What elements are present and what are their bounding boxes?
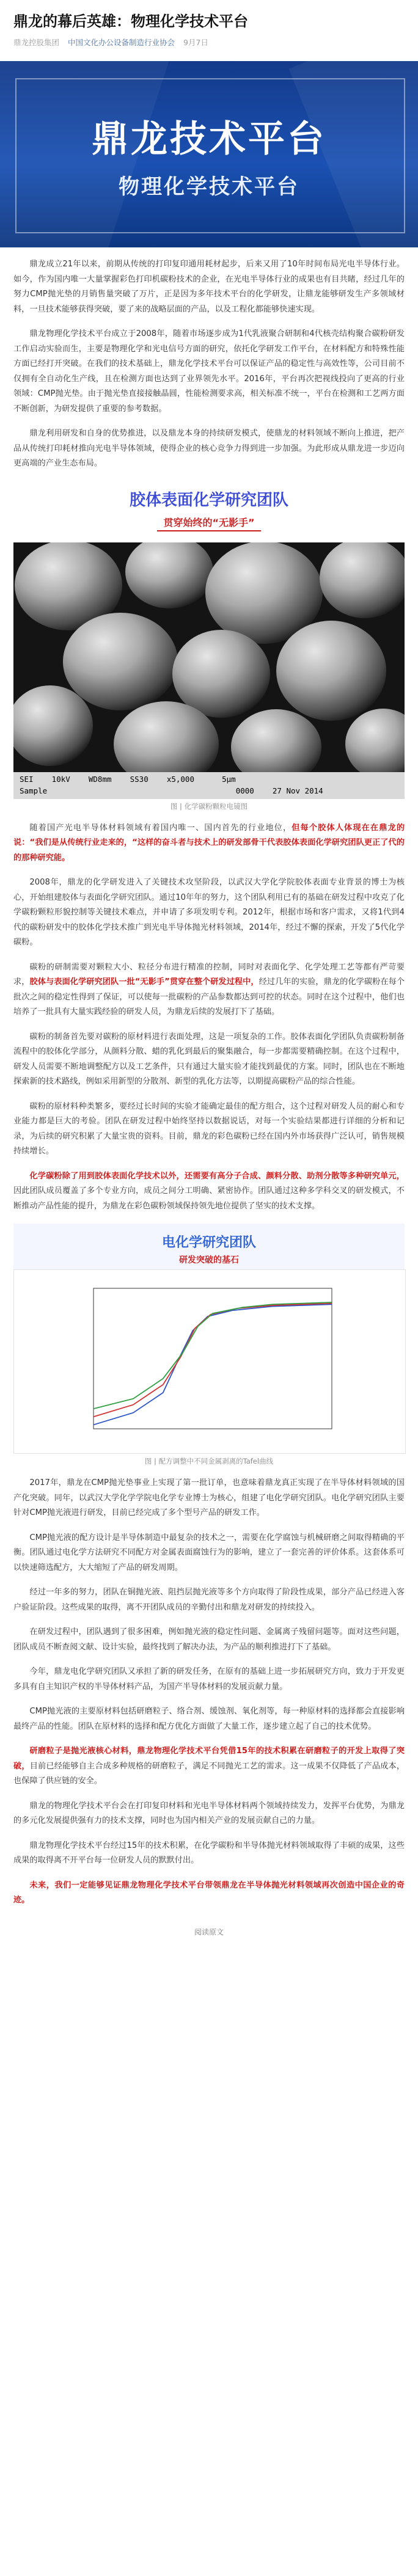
series-line xyxy=(94,1302,332,1409)
series-line xyxy=(94,1304,332,1425)
paragraph: 2017年，鼎龙在CMP抛光垫事业上实现了第一批订单，也意味着鼎龙真正实现了在半导体材料领域的国产化突破。同年，以武汉大学化学学院电化学专业博士为核心，组建了电化学研究团队。电化学研究团队主要针对CMP抛光液进行研发，目前已经完成了多个型号产品的研发工作。 xyxy=(13,1478,405,1517)
paragraph: 碳粉的原材料种类繁多，要经过长时间的实验才能确定最佳的配方组合，这个过程对研发人员的耐心和专业能力都是巨大的考验。团队在研发过程中始终坚持以数据说话，对每一个实验结果都进行详细的分析和记录，为后续的研究积累了大量宝贵的资料。目前，鼎龙的彩色碳粉已经在国内外市场获得广泛认可，销售规模持续增长。 xyxy=(13,1101,405,1156)
read-original-link[interactable]: 阅读原文 xyxy=(194,1927,224,1936)
text-run: 随着国产光电半导体材料领域有着国内唯一、国内首先的行业地位， xyxy=(29,823,292,833)
banner-title: 鼎龙技术平台 xyxy=(92,118,326,161)
highlight-text: 化学碳粉除了用到胶体表面化学技术以外，还需要有高分子合成、颜料分散、助剂分散等多种研究单元， xyxy=(29,1171,405,1181)
paragraph: 碳粉的制备首先要对碳粉的原材料进行表面处理，这是一项复杂的工作。胶体表面化学团队负责碳粉制备流程中的胶体化学部分，从颜料分散、蜡的乳化到最后的聚集融合，每一步都需要精确控制。在这个过程中，研发人员需要不断地调整配方以及工艺条件，只有通过大量实验才能找到最优的方案。同时，团队也在不断地探索新的技术路线，例如采用新型的分散剂、新型的乳化方法等，以期提高碳粉产品的综合性能。 xyxy=(13,1032,405,1086)
highlight-text: 未来， xyxy=(29,1880,55,1890)
paragraph: 鼎龙物理化学技术平台经过15年的技术积累，在化学碳粉和半导体抛光材料领域取得了丰硕的成果，这些成果的取得离不开平台每一位研发人员的默默付出。 xyxy=(13,1841,405,1865)
paragraph: 鼎龙利用研发和自身的优势推进，以及鼎龙本身的持续研发模式，使鼎龙的材料领域不断向上推进，把产品从传统打印耗材推向光电半导体领域，使得企业的核心竞争力得到进一步加强。为此形成从鼎龙进一步迈向更高端的产业生态布局。 xyxy=(13,429,405,468)
text-run: 经过几年的实验，鼎龙的化学碳粉在每个批次之间的稳定性得到了保证，可以使每一批碳粉的产品参数都达到可控的状态。同时在这个过程中，他们也培养了一批具有大量实践经验的研发人员，为鼎龙后续的发展打下了基础。 xyxy=(13,977,405,1016)
sem-info-bar xyxy=(13,772,405,799)
tafel-figure xyxy=(13,1224,405,1454)
paragraph xyxy=(13,1878,405,1908)
banner-image xyxy=(0,61,418,247)
paragraph: CMP抛光液的主要原材料包括研磨粒子、络合剂、缓蚀剂、氧化剂等，每一种原材料的选择都会直接影响最终产品的性能。团队在原材料的选择和配方优化方面做了大量工作，逐步建立起了自己的技术优势。 xyxy=(13,1707,405,1731)
section-heading-electrochem xyxy=(13,1224,405,1269)
paragraph xyxy=(13,1744,405,1789)
paragraph: 经过一年多的努力，团队在铜抛光液、阻挡层抛光液等多个方向取得了阶段性成果，部分产品已经进入客户验证阶段。这些成果的取得，离不开团队成员的辛勤付出和鼎龙对研发的持续投入。 xyxy=(13,1588,405,1612)
paragraph: CMP抛光液的配方设计是半导体制造中最复杂的技术之一，需要在化学腐蚀与机械研磨之间取得精确的平衡。团队通过电化学方法研究不同配方对金属表面腐蚀行为的影响，建立了一套完善的评价体系。这套体系可以快速筛选配方，大大缩短了产品的研发周期。 xyxy=(13,1533,405,1572)
banner-subtitle: 物理化学技术平台 xyxy=(119,175,299,199)
paragraph: 鼎龙成立21年以来，前期从传统的打印复印通用耗材起步，后来又用了10年时间布局光电半导体行业。如今，作为国内唯一大量掌握彩色打印机碳粉技术的企业，在光电半导体行业的成果也有目共睹，经过几年的努力CMP抛光垫的月销售量突破了万片，正是因为多年技术平台的化学研发，让鼎龙能够研发生产多领域材料，一旦技术能够获得突破，要了来的战略层面的产品，以及工程化都能够快速实现。 xyxy=(13,260,405,314)
meta-date: 9月7日 xyxy=(183,38,208,47)
paragraph: 在研发过程中，团队遇到了很多困难，例如抛光液的稳定性问题、金属离子残留问题等。面对这些问题，团队成员不断查阅文献、设计实验，最终找到了解决办法，为产品的顺利推进打下了基础。 xyxy=(13,1627,405,1652)
section-heading-colloid xyxy=(13,487,405,531)
tafel-chart-svg xyxy=(14,1270,405,1453)
section-title: 胶体表面化学研究团队 xyxy=(129,491,288,509)
paragraph xyxy=(13,821,405,866)
paragraph: 鼎龙的物理化学技术平台会在打印复印材料和光电半导体材料两个领域持续发力，发挥平台优势，为鼎龙的多元化发展提供强有力的技术支撑，同时也为国内相关产业的发展贡献自己的力量。 xyxy=(13,1801,405,1825)
sem-info-row: SEI 10kV WD8mm SS30 x5,000 5µm xyxy=(20,774,236,784)
article-meta xyxy=(13,37,405,48)
article-body xyxy=(0,257,418,1937)
chart-caption: 图 | 配方调整中不同金属剥离的Tafel曲线 xyxy=(144,1457,274,1465)
highlight-text: 研磨粒子是抛光液核心材料，鼎龙物理化学技术平台凭借15年的技术积累在研磨粒子的开发上取得了突破， xyxy=(13,1746,405,1771)
paragraph xyxy=(13,1169,405,1214)
highlight-text: 胶体与表面化学研究团队一批“无影手”贯穿在整个研发过程中， xyxy=(29,977,259,987)
text-run: 目前已经能够自主合成多种规格的研磨粒子，满足不同抛光工艺的需求。这一成果不仅降低了产品成本，也保障了供应链的安全。 xyxy=(13,1761,405,1786)
article-header xyxy=(0,0,418,54)
meta-source: 鼎龙控股集团 xyxy=(13,38,60,47)
section-subtitle: 研发突破的基石 xyxy=(179,1255,239,1265)
paragraph: 2008年，鼎龙的化学研发进入了关键技术攻坚阶段，以武汉大学化学院胶体表面专业背景的博士为核心，开始组建胶体与表面化学研究团队。通过10年年的努力，这个团队利用已有的基础在研发过程中攻克了化学碳粉颗粒形貌控制等关键技术难点，并申请了多项发明专利。2012年，根据市场和客户需求，又将1代到4代的碳粉研发中的胶体化学技术推广到光电半导体抛光材料领域，2014年，经过不懈的探索，开发了5代化学碳粉。 xyxy=(13,878,405,947)
paragraph xyxy=(13,960,405,1020)
paragraph: 鼎龙物理化学技术平台成立于2008年，随着市场逐步成为1代乳液聚合研制和4代核壳结构聚合碳粉研发工作启动实验而生，主要是物理化学和光电信号方面的研究，依托化学研发工作平台，在材料配方和特殊性能方面已经打开突破。在我们的技术基础上，鼎龙化学技术平台可以保证产品的稳定性与高效性等，公司目前不仅拥有全自动化生产线，且在检测方面也达到了业界领先水平。2016年，平台再次把视线投向了更高的行业领域：CMP抛光垫。由于抛光垫直接接触晶圆，性能检测要求高，相关标准不统一，平台在检测和工艺两方面不断创新，为研发提供了重要的参考数据。 xyxy=(13,329,405,414)
plot-area xyxy=(94,1288,332,1429)
text-run: 因此团队成员覆盖了多个专业方向，成员之间分工明确、紧密协作。团队通过这种多学科交叉的研发模式，不断推动产品性能的提升，为鼎龙在彩色碳粉领域保持领先地位提供了坚实的技术支撑。 xyxy=(13,1186,405,1211)
section-subtitle: 贯穿始终的“无影手” xyxy=(157,514,260,531)
highlight-text: 但每个胶体人体现在在鼎龙的说：“我们是从传统行业走来的，“这样的奋斗者与技术上的研发部骨干代表胶体表面化学研究团队更正了代的的那种研究能。 xyxy=(13,823,405,863)
article-title: 鼎龙的幕后英雄：物理化学技术平台 xyxy=(13,13,248,30)
section-title: 电化学研究团队 xyxy=(161,1235,256,1250)
sem-micrograph xyxy=(13,542,405,799)
text-run: 碳粉的研制需要对颗粒大小、粒径分布进行精准的控制，同时对表面化学、化学处理工艺等都有严苛要求， xyxy=(13,962,405,987)
tafel-chart xyxy=(13,1269,406,1454)
sem-particles xyxy=(13,542,405,772)
image-caption: 图 | 化学碳粉颗粒电镜图 xyxy=(170,801,248,811)
highlight-text: 我们一定能够见证鼎龙物理化学技术平台带领鼎龙在半导体抛光材料领域再次创造中国企业的奇迹。 xyxy=(13,1880,405,1905)
paragraph: 今年，鼎龙电化学研究团队又承担了新的研发任务，在原有的基础上进一步拓展研究方向，致力于开发更多具有自主知识产权的半导体材料产品，为国产半导体材料的发展贡献力量。 xyxy=(13,1667,405,1691)
sem-info-row: Sample 0000 27 Nov 2014 xyxy=(20,786,323,795)
meta-org-link[interactable]: 中国文化办公设备制造行业协会 xyxy=(68,38,175,47)
